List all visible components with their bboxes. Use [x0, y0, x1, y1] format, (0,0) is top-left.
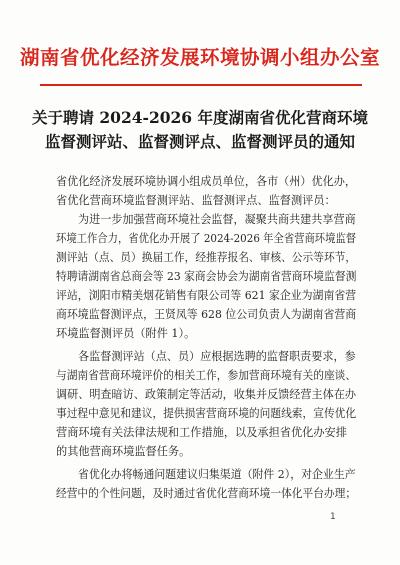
body-text-line: 事过程中意见和建议，提供损害营商环境的问题线索，宣传优化 — [56, 407, 357, 420]
body-text-line: 省优化办将畅通问题建议归集渠道（附件 2），对企业生产 — [78, 468, 356, 481]
salutation-line: 省优化经济发展环境协调小组成员单位，各市（州）优化办， — [56, 175, 356, 188]
page-number: 1 — [330, 512, 336, 522]
body-text-line: 的其他营商环境监督任务。 — [56, 445, 191, 458]
body-text-line: 商环境监督测评点，王贤凤等 628 位公司负责人为湖南省营商 — [56, 308, 357, 321]
body-text-line: 特聘请湖南省总商会等 23 家商会协会为湖南省营商环境监督测 — [56, 270, 357, 283]
document-title-line-2: 监督测评站、监督测评点、监督测评员的通知 — [44, 132, 355, 151]
salutation-line: 省优化营商环境监督测评站、监督测评点、监督测评员： — [56, 194, 336, 207]
body-text-line: 与湖南省营商环境评价的相关工作，参加营商环境有关的座谈、 — [56, 369, 357, 382]
body-text-line: 调研、明查暗访、政策制定等活动，收集并反馈经营主体在办 — [56, 388, 356, 401]
body-text-line: 环境工作合力，省优化办开展了 2024-2026 年全省营商环境监督 — [56, 232, 357, 245]
body-text-line: 营商环境有关法律法规和工作措施，以及承担省优化办安排 — [56, 426, 347, 439]
body-text-line: 测评站（点、员）换届工作，经推荐报名、审核、公示等环节， — [56, 251, 357, 264]
body-text-line: 评站，浏阳市精美烟花销售有限公司等 621 家企业为湖南省营 — [56, 289, 357, 302]
document-title-line-1: 关于聘请 2024-2026 年度湖南省优化营商环境 — [31, 108, 368, 127]
body-text-line: 环境监督测评员（附件 1）。 — [56, 327, 196, 340]
red-divider-line — [40, 84, 362, 86]
body-text-line: 各监督测评站（点、员）应根据选聘的监督职责要求，参 — [78, 350, 356, 363]
org-header: 湖南省优化经济发展环境协调小组办公室 — [19, 46, 380, 69]
body-text-line: 为进一步加强营商环境社会监督，凝聚共商共建共享营商 — [78, 213, 356, 226]
body-text-line: 经营中的个性问题，及时通过省优化营商环境一体化平台办理； — [56, 487, 357, 500]
